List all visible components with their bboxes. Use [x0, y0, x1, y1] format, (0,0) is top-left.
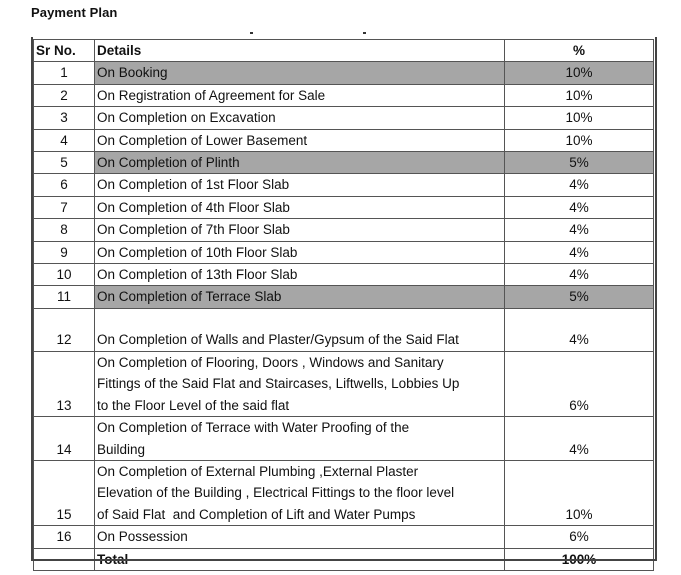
row-percent: 4%: [505, 174, 654, 196]
total-sr-empty: [34, 548, 95, 570]
row-percent: 4%: [505, 264, 654, 286]
row-percent: 5%: [505, 286, 654, 308]
row-details: On Possession: [95, 526, 505, 548]
payment-plan-table: [33, 39, 654, 571]
total-percent: 100%: [505, 548, 654, 570]
row-details: On Completion of Terrace Slab: [95, 286, 505, 308]
row-sr: 11: [34, 286, 95, 308]
row-percent: 10%: [505, 107, 654, 129]
row-percent: 4%: [505, 196, 654, 218]
details-line: On Completion of Flooring, Doors , Windows and Sanitary: [97, 354, 444, 370]
row-percent: 10%: [505, 62, 654, 84]
row-details: On Booking: [95, 62, 505, 84]
details-line: Building: [97, 441, 146, 457]
row-sr: 6: [34, 174, 95, 196]
details-line: On Completion of Terrace with Water Proofing of the: [97, 420, 410, 436]
table-row: [34, 264, 654, 286]
row-details: [95, 460, 505, 525]
total-label: Total: [95, 548, 505, 570]
row-sr: 1: [34, 62, 95, 84]
table-row: [34, 129, 654, 151]
details-line: Elevation of the Building , Electrical Fittings to the floor level: [97, 485, 455, 501]
table-row: [34, 308, 654, 351]
row-percent: 10%: [505, 129, 654, 151]
table-row: [34, 417, 654, 461]
row-details: On Completion on Excavation: [95, 107, 505, 129]
row-percent: 4%: [505, 241, 654, 263]
row-sr: 7: [34, 196, 95, 218]
table-row: [34, 241, 654, 263]
row-sr: 2: [34, 84, 95, 106]
table-row: [34, 219, 654, 241]
table-row: [34, 460, 654, 525]
header-details: Details: [95, 40, 505, 62]
page-title: Payment Plan: [31, 5, 118, 20]
table-row: [34, 196, 654, 218]
row-percent: 10%: [505, 460, 654, 525]
row-details: [95, 351, 505, 416]
row-details: On Completion of 1st Floor Slab: [95, 174, 505, 196]
row-sr: 8: [34, 219, 95, 241]
details-line: Fittings of the Said Flat and Staircases, Liftwells, Lobbies Up: [97, 376, 460, 392]
row-details: On Completion of Plinth: [95, 152, 505, 174]
table-row: [34, 152, 654, 174]
table-row: [34, 62, 654, 84]
row-details: [95, 417, 505, 461]
row-sr: 4: [34, 129, 95, 151]
row-sr: 5: [34, 152, 95, 174]
details-line: On Completion of External Plumbing ,External Plaster: [97, 463, 419, 479]
row-details: On Completion of Walls and Plaster/Gypsum of the Said Flat: [95, 308, 505, 351]
header-percent: %: [505, 40, 654, 62]
table-row: [34, 286, 654, 308]
row-sr: 3: [34, 107, 95, 129]
table-header-row: [34, 40, 654, 62]
row-percent: 6%: [505, 351, 654, 416]
table-row: [34, 107, 654, 129]
row-details: On Registration of Agreement for Sale: [95, 84, 505, 106]
row-sr: 12: [34, 308, 95, 351]
table-row: [34, 174, 654, 196]
row-percent: 4%: [505, 308, 654, 351]
details-line: of Said Flat and Completion of Lift and Water Pumps: [97, 506, 416, 522]
row-percent: 5%: [505, 152, 654, 174]
row-details: On Completion of 10th Floor Slab: [95, 241, 505, 263]
row-details: On Completion of 13th Floor Slab: [95, 264, 505, 286]
row-sr: 16: [34, 526, 95, 548]
row-details: On Completion of 7th Floor Slab: [95, 219, 505, 241]
details-line: to the Floor Level of the said flat: [97, 397, 290, 413]
table-row: [34, 526, 654, 548]
row-sr: 15: [34, 460, 95, 525]
row-sr: 14: [34, 417, 95, 461]
row-percent: 10%: [505, 84, 654, 106]
row-details: On Completion of Lower Basement: [95, 129, 505, 151]
row-sr: 9: [34, 241, 95, 263]
row-sr: 10: [34, 264, 95, 286]
row-percent: 4%: [505, 219, 654, 241]
row-percent: 4%: [505, 417, 654, 461]
table-row: [34, 84, 654, 106]
row-details: On Completion of 4th Floor Slab: [95, 196, 505, 218]
row-sr: 13: [34, 351, 95, 416]
table-row: [34, 351, 654, 416]
total-row: [34, 548, 654, 570]
header-sr-no: Sr No.: [34, 40, 95, 62]
top-rule-marks: [33, 32, 653, 36]
row-percent: 6%: [505, 526, 654, 548]
